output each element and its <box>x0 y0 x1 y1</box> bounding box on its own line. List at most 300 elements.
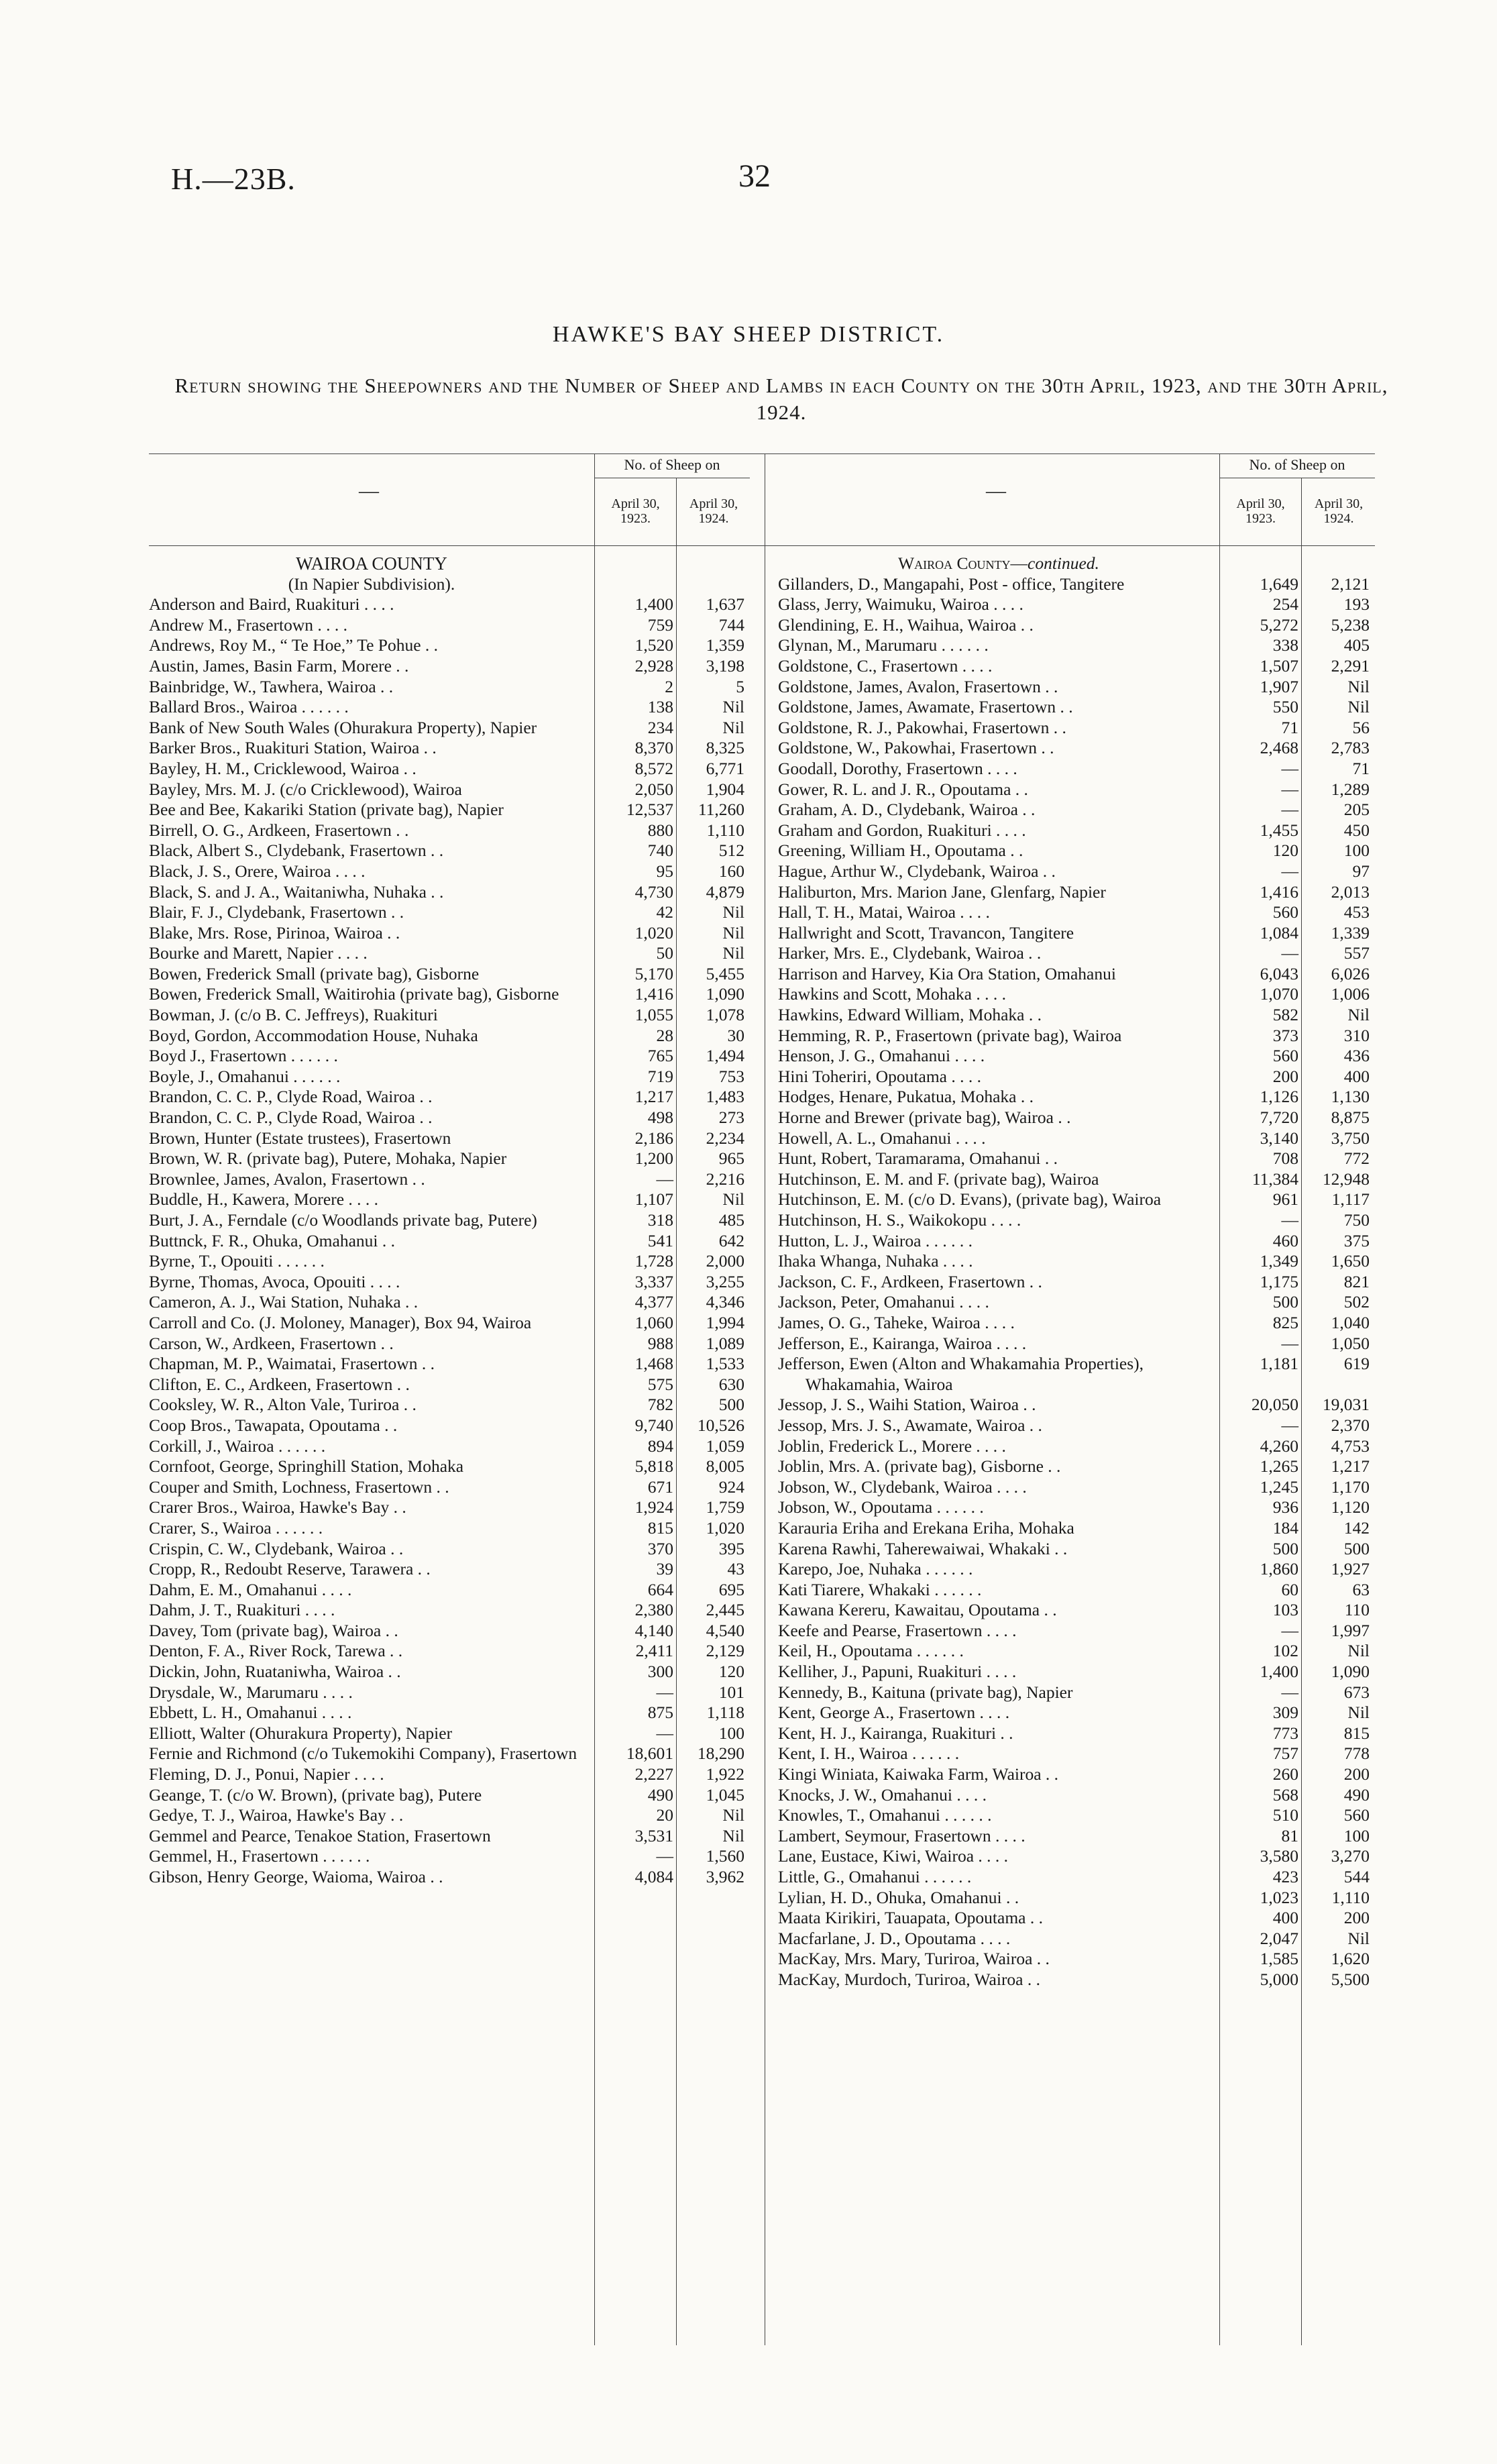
sheep-1924: 8,325 <box>706 738 744 758</box>
sheep-1923: 1,860 <box>1260 1559 1298 1579</box>
table-row <box>149 1148 750 1169</box>
sheep-1923: 1,416 <box>1260 881 1298 902</box>
owner-name: Kent, I. H., Wairoa . . . . . . <box>778 1744 960 1764</box>
owner-name: Hawkins, Edward William, Mohaka . . <box>778 1005 1042 1025</box>
owner-name: Goodall, Dorothy, Frasertown . . . . <box>778 758 1017 778</box>
table-row <box>149 1415 750 1436</box>
table-row <box>778 1682 1375 1703</box>
owner-name: Barker Bros., Ruakituri Station, Wairoa . . <box>149 738 437 758</box>
owner-name: Buttnck, F. R., Ohuka, Omahanui . . <box>149 1230 395 1250</box>
table-row <box>778 1128 1375 1149</box>
table-row <box>778 1888 1375 1909</box>
sheep-1923: — <box>1281 800 1298 820</box>
owner-name: Geange, T. (c/o W. Brown), (private bag), Putere <box>149 1784 482 1805</box>
owner-name: Boyd J., Frasertown . . . . . . <box>149 1046 338 1066</box>
owner-name: Kent, H. J., Kairanga, Ruakituri . . <box>778 1723 1013 1743</box>
table-row <box>149 1169 750 1190</box>
sheep-1923: 138 <box>647 697 673 717</box>
sheep-1923: 825 <box>1272 1312 1298 1332</box>
table-row <box>149 984 750 1005</box>
owner-name: Ballard Bros., Wairoa . . . . . . <box>149 697 349 717</box>
sheep-1924: 5,238 <box>1331 614 1370 635</box>
table-row <box>778 1580 1375 1601</box>
sheep-1924: 1,130 <box>1331 1087 1370 1107</box>
sheep-1923: 184 <box>1272 1517 1298 1538</box>
sheep-1923: 338 <box>1272 635 1298 655</box>
table-row <box>778 1826 1375 1847</box>
sheep-1924: 1,006 <box>1331 984 1370 1004</box>
right-col1-header: April 30, 1923. <box>1236 496 1285 526</box>
owner-name: Gillanders, D., Mangapahi, Post - office, Tangitere <box>778 574 1125 594</box>
sheep-1924: 2,216 <box>706 1169 744 1189</box>
sheep-1924: 1,994 <box>706 1312 744 1332</box>
owner-name: Hodges, Henare, Pukatua, Mohaka . . <box>778 1087 1034 1107</box>
continued-label: continued. <box>1028 553 1099 573</box>
table-row <box>778 1477 1375 1498</box>
owner-name: Graham and Gordon, Ruakituri . . . . <box>778 820 1026 840</box>
owner-name: Bowen, Frederick Small, Waitirohia (private bag), Gisborne <box>149 984 559 1004</box>
owner-name: Gemmel and Pearce, Tenakoe Station, Frasertown <box>149 1825 491 1845</box>
sheep-1923: 1,924 <box>634 1497 673 1517</box>
sheep-1923: 71 <box>1281 717 1298 737</box>
table-row <box>778 1067 1375 1087</box>
owner-name: Goldstone, James, Awamate, Frasertown . . <box>778 697 1073 717</box>
owner-name: Crarer, S., Wairoa . . . . . . <box>149 1517 323 1538</box>
owner-name: Henson, J. G., Omahanui . . . . <box>778 1046 985 1066</box>
sheep-1923: 1,175 <box>1260 1271 1298 1291</box>
left-col1-header: April 30, 1923. <box>611 496 660 526</box>
sheep-1923: 20,050 <box>1251 1395 1298 1415</box>
owner-name: Crispin, C. W., Clydebank, Wairoa . . <box>149 1538 404 1558</box>
table-row <box>149 923 750 944</box>
sheep-1924: 63 <box>1352 1579 1370 1599</box>
owner-name: Blake, Mrs. Rose, Pirinoa, Wairoa . . <box>149 922 400 943</box>
owner-name: Gower, R. L. and J. R., Opoutama . . <box>778 779 1028 799</box>
sheep-1923: 880 <box>647 820 673 840</box>
owner-name: Bainbridge, W., Tawhera, Wairoa . . <box>149 676 394 696</box>
sheep-1924: 485 <box>718 1210 744 1230</box>
owner-name: Kati Tiarere, Whakaki . . . . . . <box>778 1579 982 1599</box>
document-reference: H.—23B. <box>171 162 296 196</box>
sheep-1924: 619 <box>1343 1354 1370 1374</box>
owner-name: Couper and Smith, Lochness, Frasertown . . <box>149 1477 449 1497</box>
sheep-1923: 200 <box>1272 1066 1298 1086</box>
table-row <box>778 923 1375 944</box>
owner-name: Hunt, Robert, Taramarama, Omahanui . . <box>778 1148 1058 1169</box>
table-row <box>149 1621 750 1642</box>
owner-name: Jobson, W., Clydebank, Wairoa . . . . <box>778 1477 1027 1497</box>
sheep-1923: 3,531 <box>634 1825 673 1845</box>
owner-name: Glendining, E. H., Waihua, Wairoa . . <box>778 614 1034 635</box>
owner-name: Bayley, H. M., Cricklewood, Wairoa . . <box>149 758 417 778</box>
table-row <box>149 1764 750 1785</box>
owner-name: Bowman, J. (c/o B. C. Jeffreys), Ruakituri <box>149 1005 438 1025</box>
owner-name: Haliburton, Mrs. Marion Jane, Glenfarg, Napier <box>778 881 1106 902</box>
sheep-1924: 110 <box>1344 1600 1370 1620</box>
sheep-1924: Nil <box>1347 676 1370 696</box>
owner-name: Bourke and Marett, Napier . . . . <box>149 943 368 963</box>
sheep-1923: 318 <box>647 1210 673 1230</box>
sheep-1923: 460 <box>1272 1230 1298 1250</box>
sheep-1923: — <box>656 1682 673 1702</box>
continued-county: Wairoa County— <box>898 553 1028 573</box>
table-row <box>149 964 750 985</box>
sheep-1924: 1,637 <box>706 594 744 614</box>
page-number: 32 <box>738 158 771 194</box>
sheep-1923: 1,265 <box>1260 1456 1298 1477</box>
table-row <box>778 1867 1375 1888</box>
table-row <box>149 841 750 861</box>
owner-name: Drysdale, W., Marumaru . . . . <box>149 1682 353 1702</box>
owner-name: Bank of New South Wales (Ohurakura Property), Napier <box>149 717 537 737</box>
owner-name: Harker, Mrs. E., Clydebank, Wairoa . . <box>778 943 1042 963</box>
right-rows <box>778 574 1375 1990</box>
owner-name: Andrew M., Frasertown . . . . <box>149 614 348 635</box>
sheep-1924: 1,359 <box>706 635 744 655</box>
table-row <box>778 1231 1375 1252</box>
county-heading: WAIROA COUNTY <box>296 553 447 574</box>
table-row <box>778 1087 1375 1108</box>
owner-name: Boyd, Gordon, Accommodation House, Nuhaka <box>149 1025 478 1045</box>
owner-name: Hall, T. H., Matai, Wairoa . . . . <box>778 902 990 922</box>
sheep-1924: 1,090 <box>1331 1662 1370 1682</box>
table-row <box>778 861 1375 882</box>
sheep-1924: 1,997 <box>1331 1620 1370 1640</box>
subdivision-heading: (In Napier Subdivision). <box>288 574 455 594</box>
owner-name: Clifton, E. C., Ardkeen, Frasertown . . <box>149 1374 410 1394</box>
owner-name: Gemmel, H., Frasertown . . . . . . <box>149 1846 370 1866</box>
sheep-1924: 1,020 <box>706 1517 744 1538</box>
table-row <box>778 1518 1375 1539</box>
sheep-1924: 10,526 <box>697 1415 744 1435</box>
sheep-1923: 582 <box>1272 1005 1298 1025</box>
owner-name: Harrison and Harvey, Kia Ora Station, Omahanui <box>778 963 1116 983</box>
sheep-1923: 4,140 <box>634 1620 673 1640</box>
owner-name: Jessop, Mrs. J. S., Awamate, Wairoa . . <box>778 1415 1042 1435</box>
sheep-1924: Nil <box>1347 697 1370 717</box>
sheep-1923: 1,728 <box>634 1251 673 1271</box>
owner-name: Lane, Eustace, Kiwi, Wairoa . . . . <box>778 1846 1009 1866</box>
owner-name: Denton, F. A., River Rock, Tarewa . . <box>149 1641 403 1661</box>
table-row <box>778 780 1375 800</box>
sheep-1923: 50 <box>656 943 673 963</box>
sheep-1923: 81 <box>1281 1825 1298 1845</box>
sheep-1924: 2,013 <box>1331 881 1370 902</box>
sheep-1924: 544 <box>1343 1867 1370 1886</box>
table-row <box>149 738 750 759</box>
sheep-1924: 695 <box>718 1579 744 1599</box>
table-row <box>778 1559 1375 1580</box>
sheep-1923: — <box>1281 758 1298 778</box>
sheep-1923: 9,740 <box>634 1415 673 1435</box>
table-row <box>149 677 750 698</box>
sheep-1923: 936 <box>1272 1497 1298 1517</box>
owner-name: Carson, W., Ardkeen, Frasertown . . <box>149 1333 394 1353</box>
sheep-1923: 782 <box>647 1395 673 1415</box>
sheep-1923: 28 <box>656 1025 673 1045</box>
sheep-1923: 1,060 <box>634 1312 673 1332</box>
sheep-1923: 671 <box>647 1477 673 1497</box>
sheep-1923: 102 <box>1272 1641 1298 1661</box>
owner-name: Brandon, C. C. P., Clyde Road, Wairoa . . <box>149 1087 433 1107</box>
header-bottom-rule <box>149 545 1375 546</box>
sheep-1923: 5,272 <box>1260 614 1298 635</box>
sheep-1924: 200 <box>1343 1764 1370 1784</box>
owner-name: Keefe and Pearse, Frasertown . . . . <box>778 1620 1017 1640</box>
sheep-1923: 300 <box>647 1662 673 1682</box>
sheep-1924: 400 <box>1343 1066 1370 1086</box>
sheep-1924: 6,771 <box>706 758 744 778</box>
sheep-1923: 1,455 <box>1260 820 1298 840</box>
table-row <box>778 1189 1375 1210</box>
table-row <box>149 1723 750 1744</box>
owner-name: Karena Rawhi, Taherewaiwai, Whakaki . . <box>778 1538 1068 1558</box>
owner-name: Hawkins and Scott, Mohaka . . . . <box>778 984 1006 1004</box>
owner-name: Birrell, O. G., Ardkeen, Frasertown . . <box>149 820 409 840</box>
sheep-1924: 436 <box>1343 1046 1370 1066</box>
sheep-1924: 4,753 <box>1331 1436 1370 1456</box>
owner-name: Crarer Bros., Wairoa, Hawke's Bay . . <box>149 1497 406 1517</box>
sheep-1923: 1,020 <box>634 922 673 943</box>
owner-name: Hutchinson, E. M. and F. (private bag), Wairoa <box>778 1169 1099 1189</box>
table-row <box>778 943 1375 964</box>
sheep-1923: 1,468 <box>634 1354 673 1374</box>
sheep-1923: 1,649 <box>1260 574 1298 594</box>
header-top-rule <box>149 453 1375 454</box>
table-row <box>149 1703 750 1723</box>
sheep-1924: 2,783 <box>1331 738 1370 758</box>
sheep-1924: 500 <box>718 1395 744 1415</box>
table-row <box>778 882 1375 903</box>
sheep-1923: 740 <box>647 841 673 861</box>
table-row <box>778 635 1375 656</box>
owner-name: Glass, Jerry, Waimuku, Wairoa . . . . <box>778 594 1023 614</box>
right-col2-header: April 30, 1924. <box>1314 496 1364 526</box>
owner-name: Brown, W. R. (private bag), Putere, Mohaka, Napier <box>149 1148 507 1169</box>
sheep-1924: Nil <box>722 697 744 717</box>
sheep-1924: Nil <box>722 1189 744 1210</box>
sheep-1924: Nil <box>722 922 744 943</box>
table-row <box>778 1148 1375 1169</box>
table-row <box>149 1334 750 1354</box>
left-group-header: No. of Sheep on <box>624 456 720 473</box>
sheep-1923: 3,140 <box>1260 1128 1298 1148</box>
sheep-1923: 1,126 <box>1260 1087 1298 1107</box>
owner-name: Kent, George A., Frasertown . . . . <box>778 1703 1010 1723</box>
table-row <box>149 594 750 615</box>
sheep-1923: 42 <box>656 902 673 922</box>
table-row <box>778 594 1375 615</box>
owner-name: Jackson, Peter, Omahanui . . . . <box>778 1292 989 1312</box>
table-row <box>149 861 750 882</box>
table-row <box>778 1026 1375 1047</box>
table-row <box>778 1108 1375 1128</box>
sheep-1923: 8,572 <box>634 758 673 778</box>
owner-name: Black, S. and J. A., Waitaniwha, Nuhaka . . <box>149 881 444 902</box>
sheep-1923: 961 <box>1272 1189 1298 1210</box>
sheep-1924: 3,750 <box>1331 1128 1370 1148</box>
sheep-1924: 1,040 <box>1331 1312 1370 1332</box>
table-row <box>149 902 750 923</box>
sheep-1923: 60 <box>1281 1579 1298 1599</box>
owner-name: Jackson, C. F., Ardkeen, Frasertown . . <box>778 1271 1042 1291</box>
sheep-1923: 3,337 <box>634 1271 673 1291</box>
owner-name: Graham, A. D., Clydebank, Wairoa . . <box>778 800 1036 820</box>
table-row <box>778 1929 1375 1949</box>
sheep-1924: 924 <box>718 1477 744 1497</box>
sheep-1923: 1,400 <box>1260 1662 1298 1682</box>
table-row <box>778 1703 1375 1723</box>
sheep-1923: 988 <box>647 1333 673 1353</box>
sheep-1924: 815 <box>1343 1723 1370 1743</box>
owner-name: Gibson, Henry George, Waioma, Wairoa . . <box>149 1867 443 1886</box>
table-row <box>149 635 750 656</box>
table-row <box>149 1272 750 1293</box>
sheep-1924: 100 <box>718 1723 744 1743</box>
sheep-1924: 19,031 <box>1322 1395 1370 1415</box>
table-row <box>149 1436 750 1457</box>
sheep-1923: 815 <box>647 1517 673 1538</box>
owner-name: MacKay, Murdoch, Turiroa, Wairoa . . <box>778 1969 1041 1989</box>
sheep-1923: 12,537 <box>626 800 673 820</box>
sheep-1924: 1,494 <box>706 1046 744 1066</box>
table-row <box>149 718 750 739</box>
sheep-1924: 100 <box>1343 1825 1370 1845</box>
owner-name: Lylian, H. D., Ohuka, Omahanui . . <box>778 1887 1019 1907</box>
sheep-1924: 100 <box>1343 841 1370 861</box>
table-row <box>778 800 1375 820</box>
sheep-1923: 541 <box>647 1230 673 1250</box>
sheep-1923: 1,349 <box>1260 1251 1298 1271</box>
table-row <box>778 656 1375 677</box>
table-row <box>149 697 750 718</box>
sheep-1924: 512 <box>718 841 744 861</box>
sheep-1923: 20 <box>656 1805 673 1825</box>
sheep-1923: — <box>1281 779 1298 799</box>
table-row <box>149 1251 750 1272</box>
sheep-1924: 1,483 <box>706 1087 744 1107</box>
table-row <box>778 1785 1375 1806</box>
table-row <box>149 1456 750 1477</box>
sheep-1923: 3,580 <box>1260 1846 1298 1866</box>
table-row <box>778 1210 1375 1231</box>
sheep-1924: Nil <box>1347 1005 1370 1025</box>
owner-name: Ebbett, L. H., Omahanui . . . . <box>149 1703 352 1723</box>
table-row <box>149 1682 750 1703</box>
table-row <box>778 1641 1375 1662</box>
sheep-1923: 260 <box>1272 1764 1298 1784</box>
sheep-1924: 1,045 <box>706 1784 744 1805</box>
sheep-1924: 205 <box>1343 800 1370 820</box>
table-row <box>149 800 750 820</box>
owner-name: Black, J. S., Orere, Wairoa . . . . <box>149 861 366 881</box>
table-row <box>149 1128 750 1149</box>
owner-name: Joblin, Frederick L., Morere . . . . <box>778 1436 1006 1456</box>
table-row <box>149 1375 750 1395</box>
owner-name: James, O. G., Taheke, Wairoa . . . . <box>778 1312 1015 1332</box>
sheep-1924: 778 <box>1343 1744 1370 1764</box>
sheep-1924: 6,026 <box>1331 963 1370 983</box>
sheep-1923: 2,380 <box>634 1600 673 1620</box>
table-row <box>778 1723 1375 1744</box>
owner-name: Kennedy, B., Kaituna (private bag), Napier <box>778 1682 1073 1702</box>
table-row <box>149 943 750 964</box>
sheep-1923: 1,400 <box>634 594 673 614</box>
sheep-1923: 5,000 <box>1260 1969 1298 1989</box>
table-row <box>778 1908 1375 1929</box>
sheep-1924: 642 <box>718 1230 744 1250</box>
sheep-1924: 821 <box>1343 1271 1370 1291</box>
sheep-1924: 450 <box>1343 820 1370 840</box>
sheep-1924: 1,059 <box>706 1436 744 1456</box>
sheep-1923: — <box>1281 861 1298 881</box>
owner-name: Gedye, T. J., Wairoa, Hawke's Bay . . <box>149 1805 404 1825</box>
table-row <box>778 1005 1375 1026</box>
owner-name: Dahm, J. T., Ruakituri . . . . <box>149 1600 335 1620</box>
table-row <box>149 656 750 677</box>
sheep-1923: 568 <box>1272 1784 1298 1805</box>
sheep-1923: 1,070 <box>1260 984 1298 1004</box>
table-row <box>149 1189 750 1210</box>
left-rows <box>149 594 750 1887</box>
page-subtitle: Return showing the Sheepowners and the Number of Sheep and Lambs in each County on the 30th April, 1923, and the 30th April, 1924. <box>174 374 1388 424</box>
owner-name: Brownlee, James, Avalon, Frasertown . . <box>149 1169 425 1189</box>
sheep-1923: 4,377 <box>634 1292 673 1312</box>
sheep-1923: 234 <box>647 717 673 737</box>
table-row <box>778 1621 1375 1642</box>
sheep-1924: 310 <box>1343 1025 1370 1045</box>
owner-name: Goldstone, R. J., Pakowhai, Frasertown . . <box>778 717 1066 737</box>
sheep-1923: — <box>1281 1415 1298 1435</box>
sheep-1924: 375 <box>1343 1230 1370 1250</box>
sheep-1924: 18,290 <box>697 1744 744 1764</box>
sheep-1923: 1,245 <box>1260 1477 1298 1497</box>
table-row <box>149 820 750 841</box>
owner-name: Jessop, J. S., Waihi Station, Wairoa . . <box>778 1395 1036 1415</box>
sheep-1924: 630 <box>718 1374 744 1394</box>
sheep-1923: 1,084 <box>1260 922 1298 943</box>
sheep-1923: 1,055 <box>634 1005 673 1025</box>
sheep-1924: 753 <box>718 1066 744 1086</box>
sheep-1924: Nil <box>722 1825 744 1845</box>
sheep-1923: 8,370 <box>634 738 673 758</box>
sheep-1923: 2,411 <box>635 1641 673 1661</box>
table-row <box>778 1169 1375 1190</box>
table-row <box>149 1867 750 1888</box>
sheep-1924: Nil <box>722 902 744 922</box>
sheep-1923: 370 <box>647 1538 673 1558</box>
sheep-1924: 8,005 <box>706 1456 744 1477</box>
owner-name: Buddle, H., Kawera, Morere . . . . <box>149 1189 379 1210</box>
owner-name: Cornfoot, George, Springhill Station, Mohaka <box>149 1456 464 1477</box>
sheep-1923: 550 <box>1272 697 1298 717</box>
table-row <box>149 1662 750 1682</box>
table-row <box>149 1354 750 1375</box>
sheep-1924: 1,560 <box>706 1846 744 1866</box>
sheep-1923: 4,730 <box>634 881 673 902</box>
sheep-1923: 2,468 <box>1260 738 1298 758</box>
owner-name: Glynan, M., Marumaru . . . . . . <box>778 635 989 655</box>
sheep-1924: 3,962 <box>706 1867 744 1886</box>
owner-name: Greening, William H., Opoutama . . <box>778 841 1023 861</box>
table-row <box>149 1005 750 1026</box>
sheep-1924: 273 <box>718 1108 744 1128</box>
table-row <box>778 820 1375 841</box>
sheep-1924: 1,533 <box>706 1354 744 1374</box>
owner-name: Hallwright and Scott, Travancon, Tangitere <box>778 922 1074 943</box>
sheep-1923: 2,050 <box>634 779 673 799</box>
owner-name: Davey, Tom (private bag), Wairoa . . <box>149 1620 398 1640</box>
